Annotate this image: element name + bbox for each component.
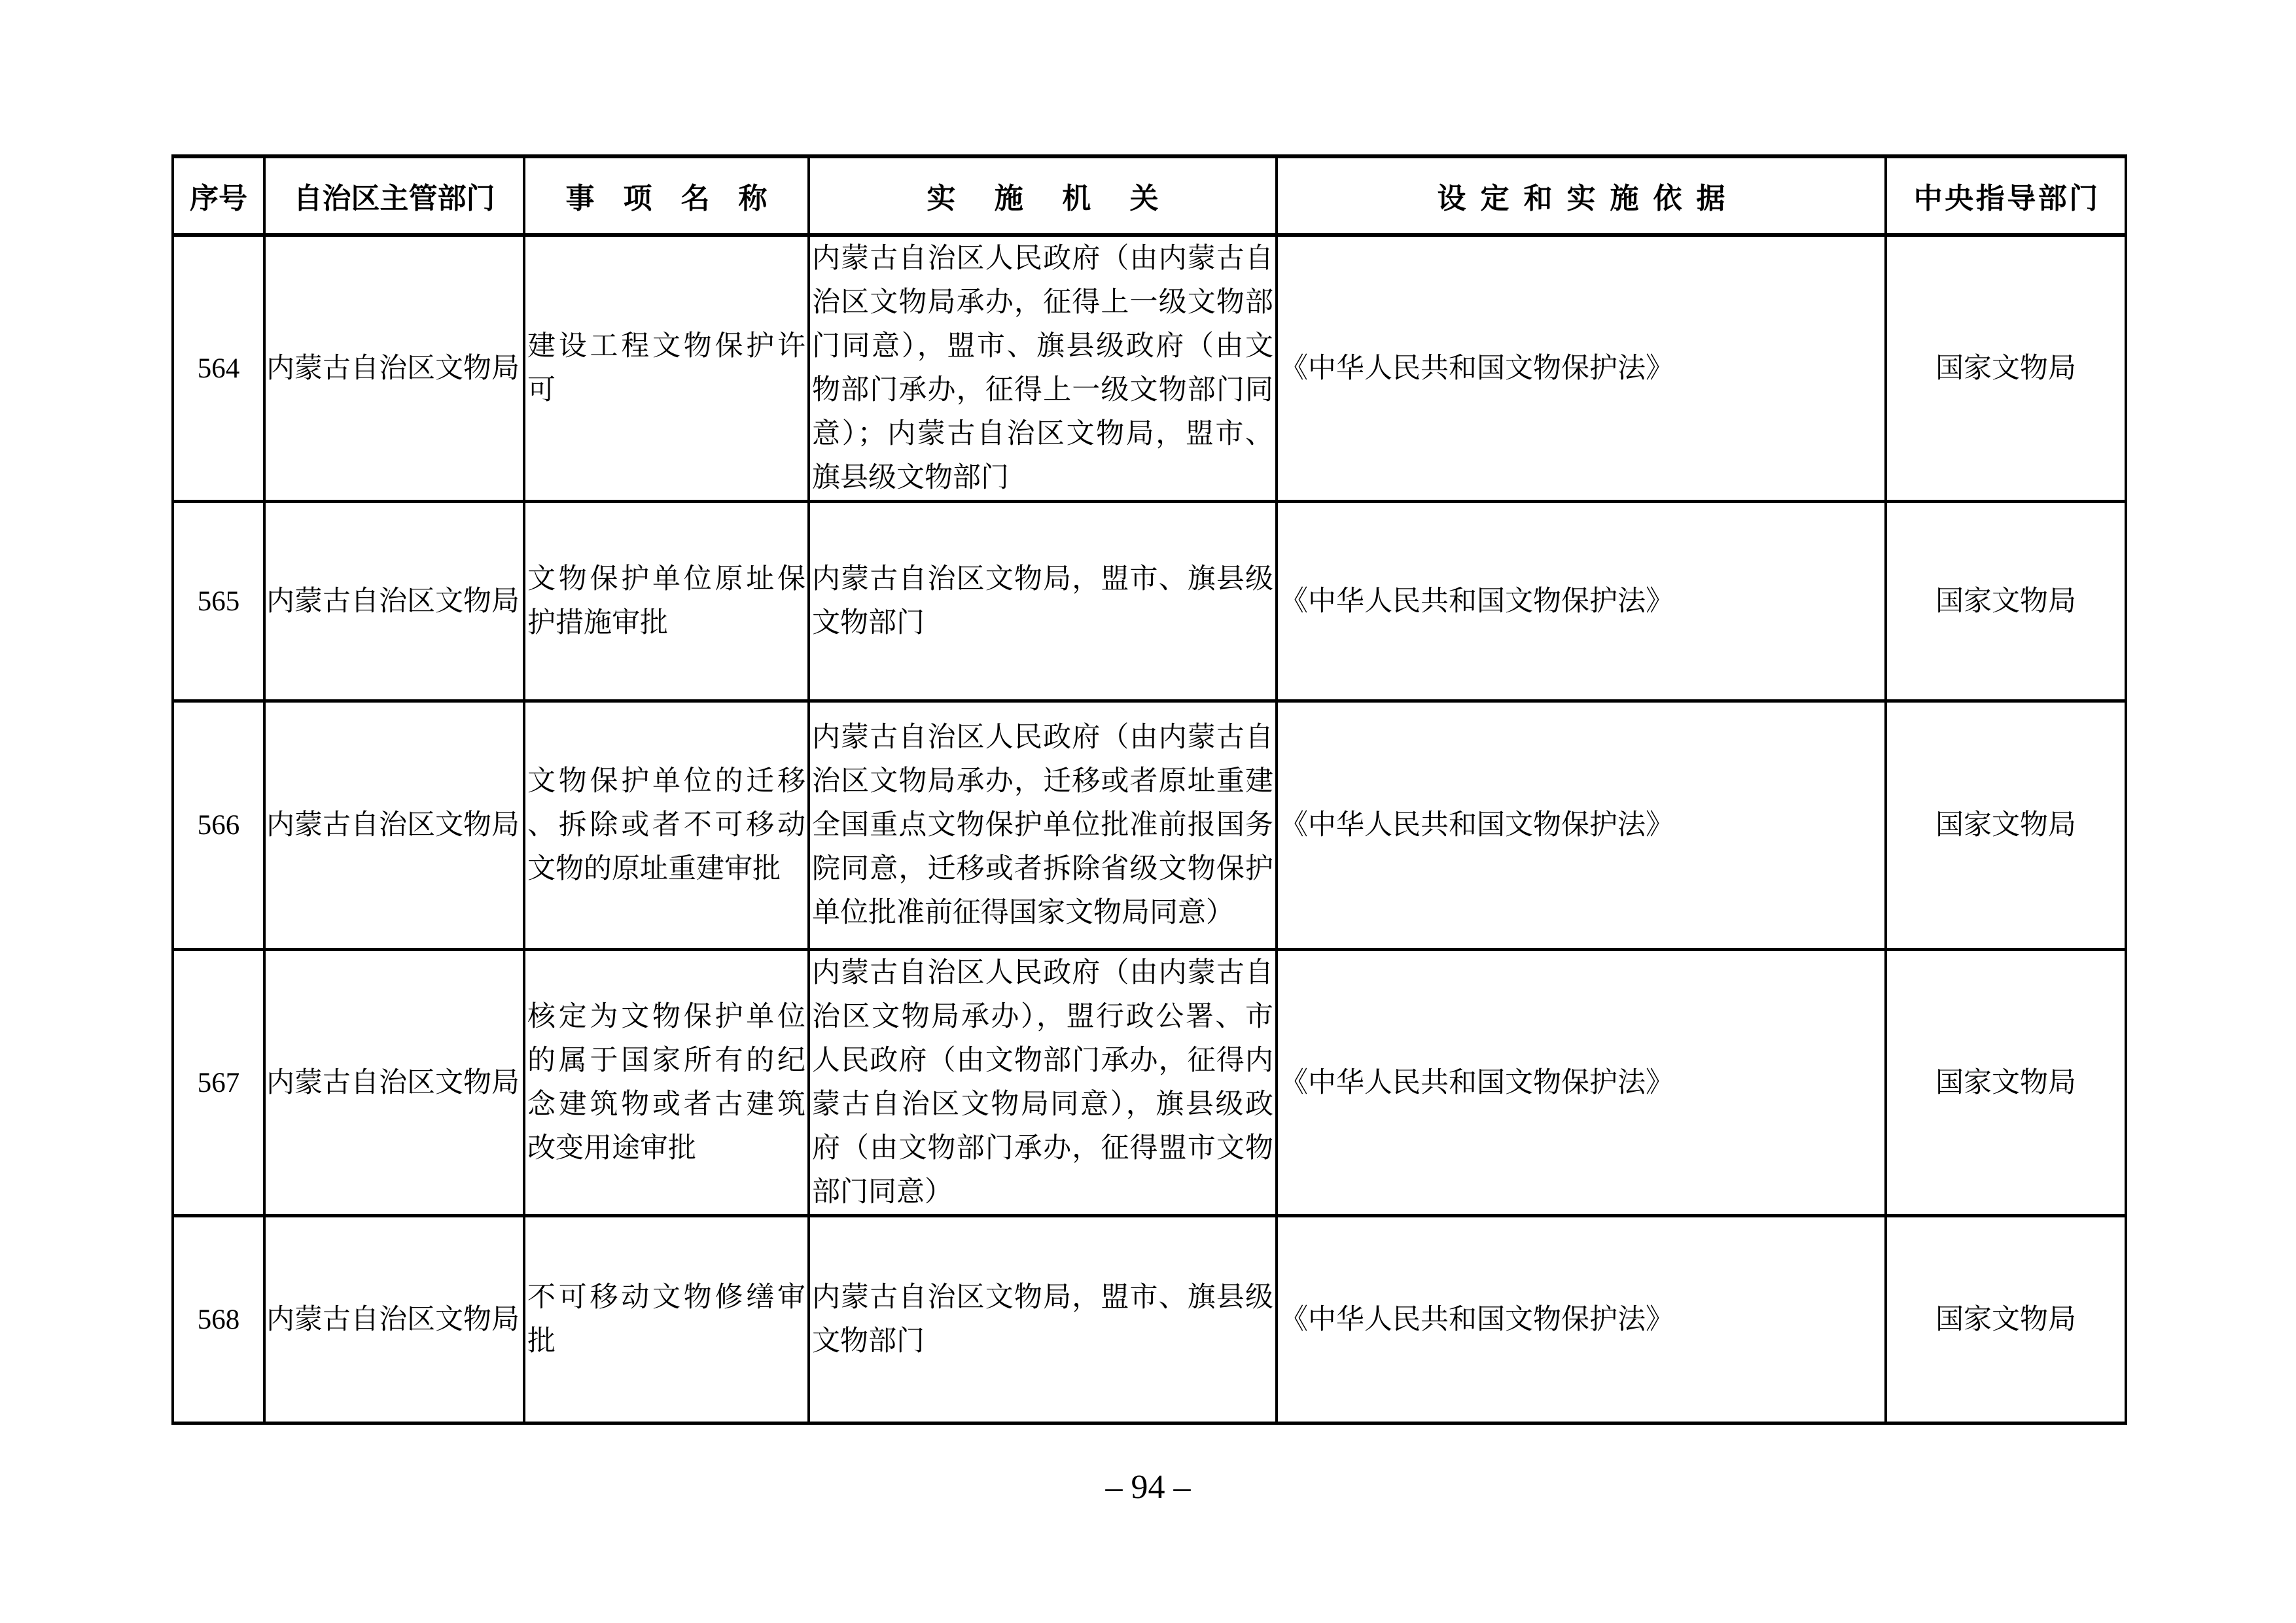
- cell-serial: 567: [173, 950, 264, 1216]
- cell-basis: 《中华人民共和国文物保护法》: [1277, 950, 1886, 1216]
- table-row: [173, 235, 2126, 502]
- cell-central: 国家文物局: [1886, 1216, 2126, 1423]
- header-dept: 自治区主管部门: [264, 156, 524, 235]
- approval-items-table: [171, 154, 2127, 1425]
- cell-item: 文物保护单位的迁移、拆除或者不可移动文物的原址重建审批: [524, 701, 809, 950]
- cell-dept: 内蒙古自治区文物局: [264, 502, 524, 701]
- header-basis: 设定和实施依据: [1277, 156, 1886, 235]
- cell-agency: 内蒙古自治区人民政府（由内蒙古自治区文物局承办，征得上一级文物部门同意），盟市、旗县级政府（由文物部门承办，征得上一级文物部门同意）；内蒙古自治区文物局，盟市、旗县级文物部门: [809, 235, 1277, 502]
- table-row: [173, 950, 2126, 1216]
- cell-agency: 内蒙古自治区文物局，盟市、旗县级文物部门: [809, 502, 1277, 701]
- cell-basis: 《中华人民共和国文物保护法》: [1277, 701, 1886, 950]
- cell-dept: 内蒙古自治区文物局: [264, 950, 524, 1216]
- table-row: [173, 1216, 2126, 1423]
- cell-central: 国家文物局: [1886, 235, 2126, 502]
- page-number: – 94 –: [1105, 1469, 1191, 1506]
- cell-basis: 《中华人民共和国文物保护法》: [1277, 235, 1886, 502]
- header-row: [173, 156, 2126, 235]
- cell-serial: 564: [173, 235, 264, 502]
- cell-basis: 《中华人民共和国文物保护法》: [1277, 502, 1886, 701]
- header-serial: 序号: [173, 156, 264, 235]
- cell-central: 国家文物局: [1886, 502, 2126, 701]
- cell-central: 国家文物局: [1886, 950, 2126, 1216]
- cell-item: 不可移动文物修缮审批: [524, 1216, 809, 1423]
- cell-item: 核定为文物保护单位的属于国家所有的纪念建筑物或者古建筑改变用途审批: [524, 950, 809, 1216]
- cell-dept: 内蒙古自治区文物局: [264, 701, 524, 950]
- cell-agency: 内蒙古自治区文物局，盟市、旗县级文物部门: [809, 1216, 1277, 1423]
- cell-serial: 565: [173, 502, 264, 701]
- table-body: [173, 235, 2126, 1423]
- cell-dept: 内蒙古自治区文物局: [264, 235, 524, 502]
- cell-serial: 566: [173, 701, 264, 950]
- table-row: [173, 502, 2126, 701]
- cell-agency: 内蒙古自治区人民政府（由内蒙古自治区文物局承办），盟行政公署、市人民政府（由文物部门承办，征得内蒙古自治区文物局同意），旗县级政府（由文物部门承办，征得盟市文物部门同意）: [809, 950, 1277, 1216]
- header-item: 事项名称: [524, 156, 809, 235]
- header-agency: 实施机关: [809, 156, 1277, 235]
- cell-basis: 《中华人民共和国文物保护法》: [1277, 1216, 1886, 1423]
- cell-item: 建设工程文物保护许可: [524, 235, 809, 502]
- cell-agency: 内蒙古自治区人民政府（由内蒙古自治区文物局承办，迁移或者原址重建全国重点文物保护单位批准前报国务院同意，迁移或者拆除省级文物保护单位批准前征得国家文物局同意）: [809, 701, 1277, 950]
- cell-serial: 568: [173, 1216, 264, 1423]
- header-central: 中央指导部门: [1886, 156, 2126, 235]
- table-row: [173, 701, 2126, 950]
- cell-item: 文物保护单位原址保护措施审批: [524, 502, 809, 701]
- cell-dept: 内蒙古自治区文物局: [264, 1216, 524, 1423]
- cell-central: 国家文物局: [1886, 701, 2126, 950]
